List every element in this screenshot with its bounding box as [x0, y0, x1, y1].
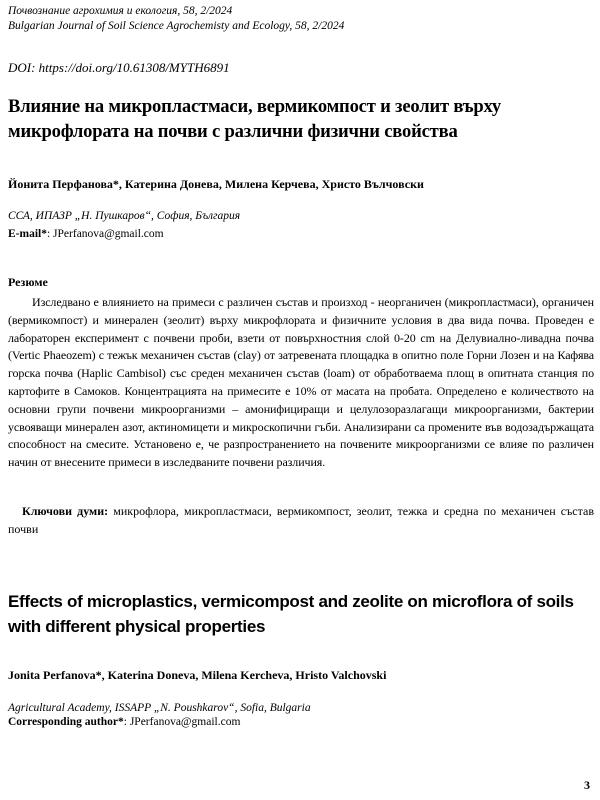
- email-en: [8, 716, 240, 728]
- abstract-text: Изследвано е влиянието на примеси с различен състав и произход - неорганичен (микропластмаси), органичен (вермикомпост) и минерален (зеолит) върху микрофлората и физичните условия в два вида почва. Проведен е лабораторен експеримент с почвени проби, взети от повърхностния слой 0-20 cm на Делувиално-ливадна почва (Vertic Phaeozem) с тежък механичен състав (clay) от затревената площадка в опитно поле Горни Лозен и на Кафява горска почва (Haplic Cambisol) със среден механичен състав (loam) от обработваема площ в опитната станция по картофите в Самоков. Концентрацията на примесите е 10% от масата на пробата. Определено е количеството на основни групи почвени микроорганизми – амонифициращи и целулозоразлагащи микроорганизми, бактерии усвояващи минерален азот, актиномицети и микроскопични гъби. Анализирани са промените във водозадържащата способност на смесите. Установено е, че разпространението на почвените микроорганизми се влияе по различен начин от внесените примеси в изследваните почвени различия.: [8, 295, 594, 470]
- abstract-heading: Резюме: [8, 275, 48, 289]
- email-value-en[interactable]: : JPerfanova@gmail.com: [123, 716, 241, 728]
- email-label-bg: E-mail*: [8, 228, 47, 240]
- journal-name-en: Bulgarian Journal of Soil Science Agrochemisty and Ecology, 58, 2/2024: [8, 20, 345, 32]
- doi-link[interactable]: DOI: https://doi.org/10.61308/MYTH6891: [8, 60, 230, 75]
- email-bg: [8, 228, 164, 240]
- email-label-en: Corresponding author*: [8, 716, 124, 728]
- affiliation-bg: ССА, ИПАЗР „Н. Пушкаров“, София, България: [8, 210, 241, 222]
- keywords-text: микрофлора, микропластмаси, вермикомпост, зеолит, тежка и средна по механичен състав почви: [8, 504, 594, 536]
- authors-en: Jonita Perfanova*, Katerina Doneva, Milena Kercheva, Hristo Valchovski: [8, 668, 387, 682]
- journal-header: [8, 4, 344, 34]
- keywords-label: Ключови думи:: [22, 504, 109, 518]
- authors-bg: Йонита Перфанова*, Катерина Донева, Милена Керчева, Христо Вълчовски: [8, 177, 424, 191]
- title-en: Effects of microplastics, vermicompost and zeolite on microflora of soils with different physical properties: [8, 592, 574, 636]
- keywords: [8, 503, 594, 539]
- page-number: 3: [584, 778, 590, 792]
- affiliation-en: Agricultural Academy, ISSAPP „N. Poushkarov“, Sofia, Bulgaria: [8, 702, 311, 714]
- title-bg: Влияние на микропластмаси, вермикомпост и зеолит върху микрофлората на почви с различни физични свойства: [8, 96, 502, 142]
- email-value-bg[interactable]: : JPerfanova@gmail.com: [46, 228, 164, 240]
- journal-name-bg: Почвознание агрохимия и екология, 58, 2/2024: [8, 5, 233, 17]
